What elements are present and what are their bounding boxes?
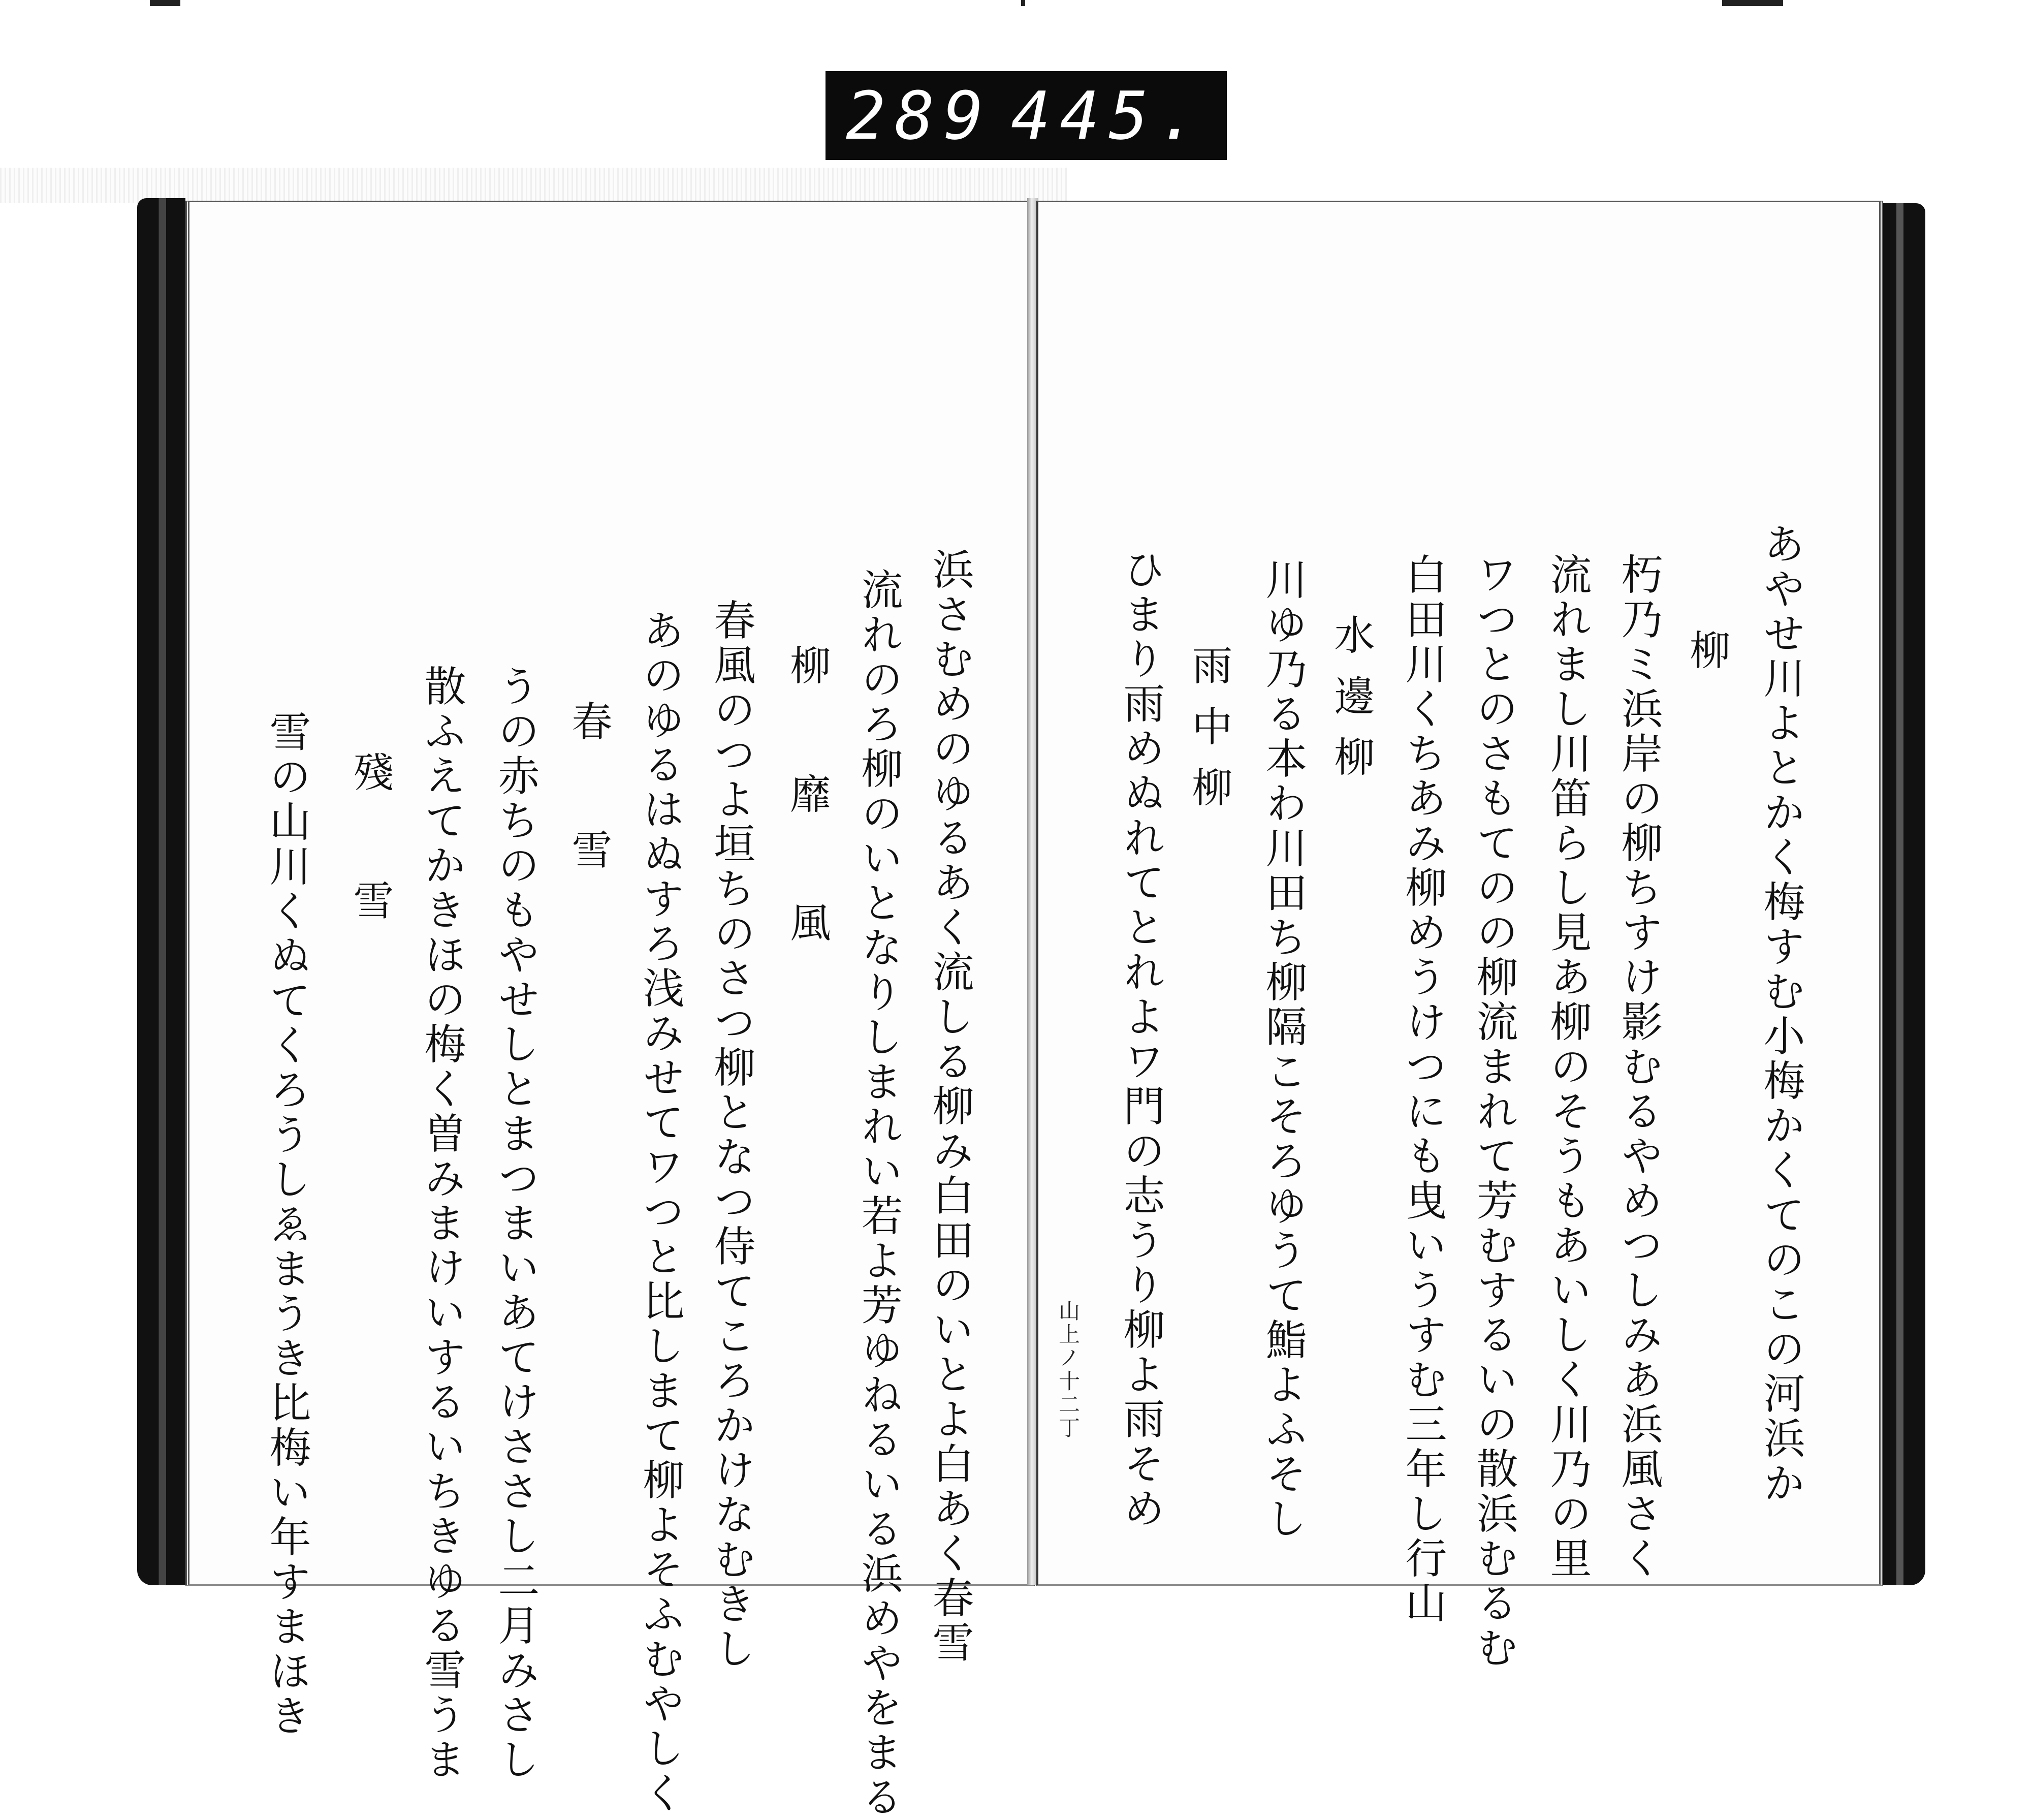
text-column: 雪の山川くぬてくろうしゑまうき比梅い年すまほき <box>263 710 311 1739</box>
section-heading: 水邊柳 <box>1327 614 1375 797</box>
text-column: 浜さむめのゆるあく流しる柳み白田のいとよ白あく春雪 <box>926 548 974 1666</box>
folio-number: 山上ノ十二丁 <box>1056 1300 1081 1440</box>
section-heading: 柳 靡 風 <box>783 644 831 962</box>
section-heading: 柳 <box>1683 629 1730 690</box>
book-right-edge <box>1877 203 1925 1585</box>
frame-right-number: 445. <box>1010 77 1206 154</box>
scan-tick <box>1021 0 1025 6</box>
scan-tick <box>1722 0 1783 6</box>
frame-left-number: 289 <box>846 77 993 154</box>
text-column: ワつとのさもてのの柳流まれて芳むするいの散浜むるむ <box>1470 553 1518 1671</box>
scan-top-marks <box>0 0 2032 7</box>
text-column: 流れのろ柳のいとなりしまれい若よ芳ゆねるいる浜めやをまる <box>854 568 903 1820</box>
text-column: 春風のつよ垣ちのさつ柳となつ侍てころかけなむきし <box>707 599 755 1672</box>
left-page <box>185 201 1035 1820</box>
text-column: あのゆるはぬすろ浅みせてワつと比しまて柳よそふむやしく <box>636 609 684 1816</box>
frame-number-label <box>826 71 1227 160</box>
text-column: 散ふえてかきほの梅く曽みまけいするいちきゆる雪うま <box>418 665 466 1782</box>
text-column: ひまり雨めぬれてとれよワ門の志うり柳よ雨そめ <box>1117 548 1165 1531</box>
text-column: うの赤ちのもやせしとまつまいあてけささし二月みさし <box>491 665 539 1782</box>
book-left-edge <box>137 198 185 1585</box>
section-heading: 春 雪 <box>565 700 612 890</box>
text-column: 川ゆ乃る本わ川田ち柳隔こそろゆうて鮨よふそし <box>1259 558 1307 1542</box>
section-heading: 雨中柳 <box>1185 644 1232 827</box>
open-book <box>137 188 1925 1820</box>
scan-tick <box>150 0 180 6</box>
text-column: 朽乃ミ浜岸の柳ちすけ影むるやめつしみあ浜風さく <box>1614 553 1663 1581</box>
text-column: 流れまし川笛らし見あ柳のそうもあいしく川乃の里 <box>1543 553 1592 1581</box>
right-page <box>1036 201 1883 1671</box>
text-column: 白田川くちあみ柳めうけつにも曳いうすむ三年し行山 <box>1399 553 1447 1626</box>
section-heading: 殘 雪 <box>346 751 394 940</box>
text-column: あやせ川よとかく梅すむ小梅かくてのこの河浜か <box>1757 522 1805 1506</box>
